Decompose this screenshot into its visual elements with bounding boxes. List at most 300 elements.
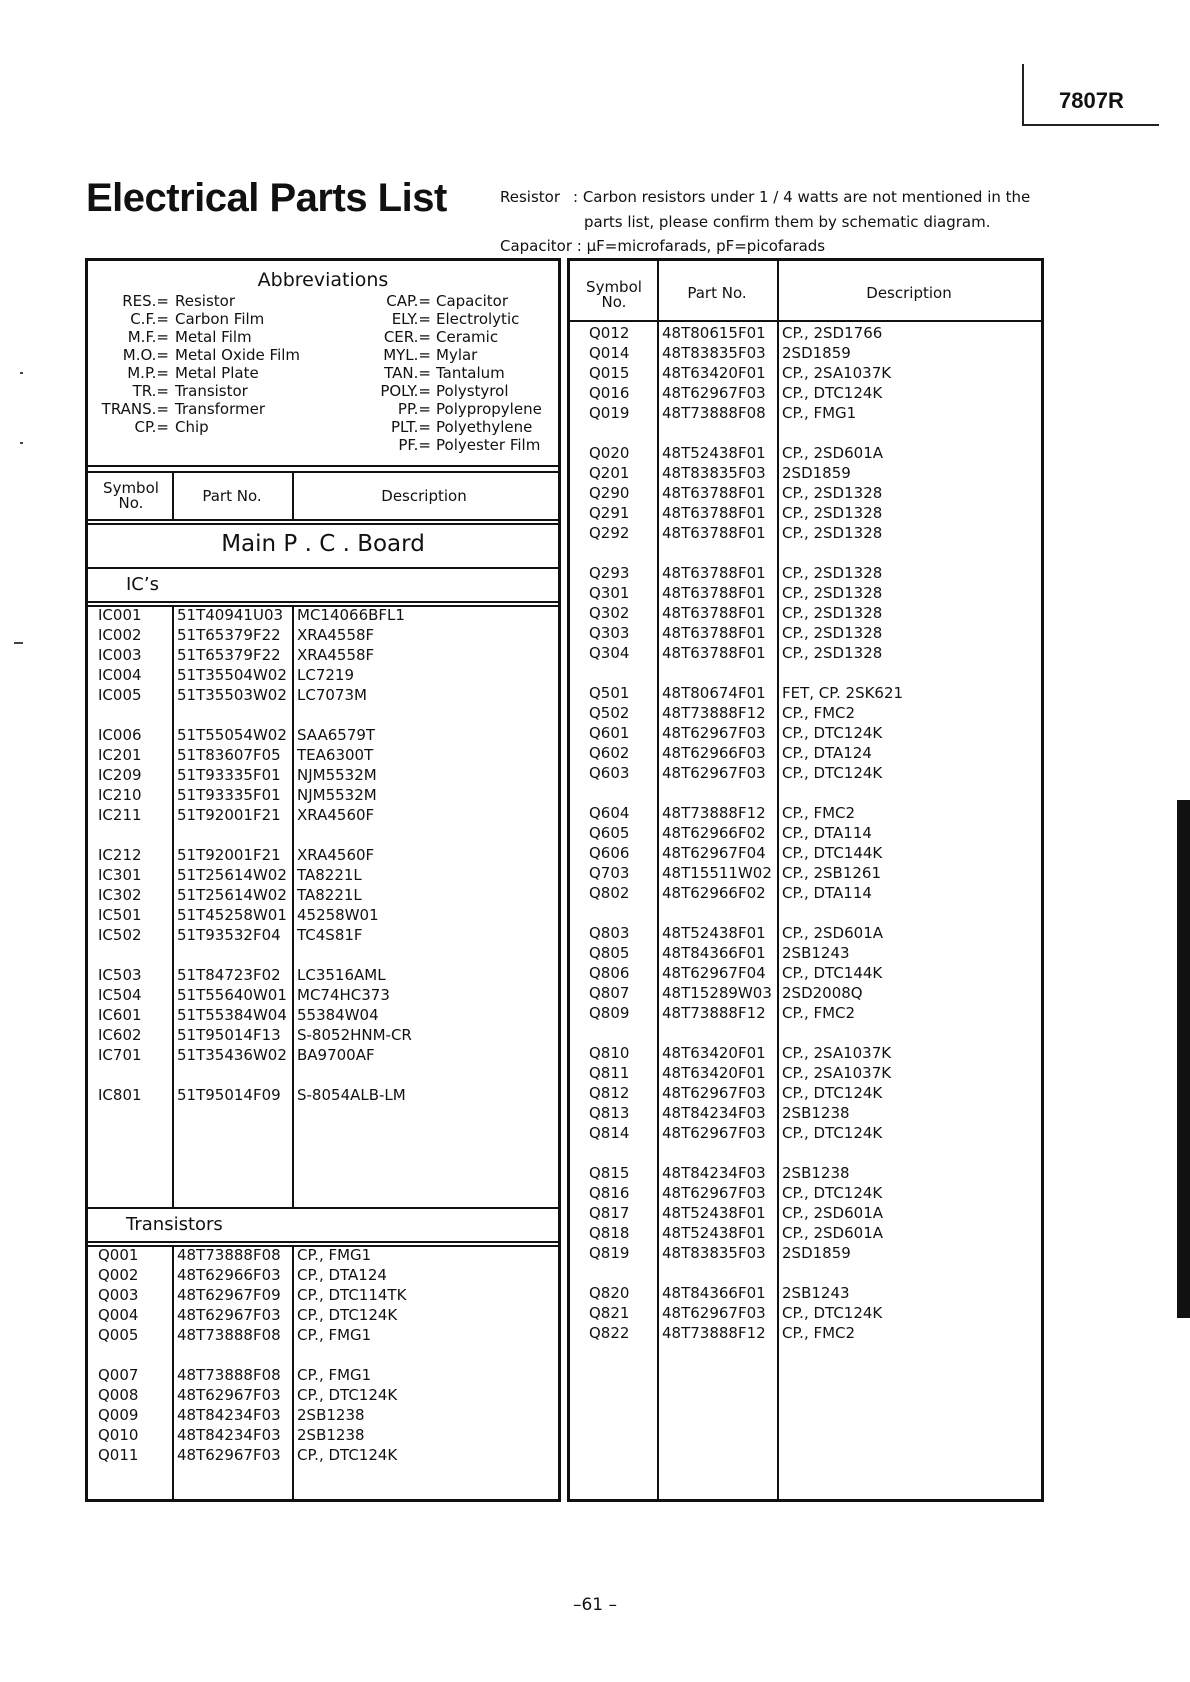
symbol-cell: Q304 bbox=[589, 644, 630, 662]
symbol-cell: Q602 bbox=[589, 744, 630, 762]
description-cell: CP., DTC144K bbox=[782, 964, 883, 982]
part-no-cell: 48T62967F03 bbox=[177, 1306, 281, 1324]
symbol-cell: IC301 bbox=[98, 866, 142, 884]
part-no-cell: 48T62967F09 bbox=[177, 1286, 281, 1304]
part-no-cell: 51T35436W02 bbox=[177, 1046, 287, 1064]
symbol-cell: IC801 bbox=[98, 1086, 142, 1104]
symbol-cell: IC211 bbox=[98, 806, 142, 824]
abbreviation-key: MYL.= bbox=[383, 346, 431, 364]
description-cell: CP., 2SD1328 bbox=[782, 524, 883, 542]
symbol-cell: Q813 bbox=[589, 1104, 630, 1122]
symbol-cell: IC201 bbox=[98, 746, 142, 764]
rule bbox=[292, 1245, 294, 1499]
description-cell: CP., 2SD1766 bbox=[782, 324, 883, 342]
abbreviation-value: Resistor bbox=[175, 292, 235, 310]
description-cell: 2SB1238 bbox=[782, 1104, 850, 1122]
scan-speck bbox=[20, 442, 23, 444]
description-cell: 45258W01 bbox=[297, 906, 379, 924]
part-no-cell: 51T84723F02 bbox=[177, 966, 281, 984]
part-no-cell: 51T40941U03 bbox=[177, 606, 284, 624]
scan-speck bbox=[20, 372, 23, 374]
abbreviation-item bbox=[88, 328, 558, 346]
part-no-cell: 48T63788F01 bbox=[662, 564, 766, 582]
symbol-cell: Q807 bbox=[589, 984, 630, 1002]
description-cell: CP., DTC124K bbox=[297, 1386, 398, 1404]
symbol-cell: Q815 bbox=[589, 1164, 630, 1182]
abbreviation-item bbox=[88, 310, 558, 328]
part-no-cell: 48T62967F03 bbox=[662, 1184, 766, 1202]
description-cell: CP., 2SD1328 bbox=[782, 584, 883, 602]
part-no-cell: 48T52438F01 bbox=[662, 444, 766, 462]
part-no-cell: 48T63788F01 bbox=[662, 584, 766, 602]
description-cell: CP., DTA124 bbox=[297, 1266, 387, 1284]
description-cell: CP., DTC124K bbox=[297, 1446, 398, 1464]
part-no-cell: 48T62967F03 bbox=[177, 1446, 281, 1464]
symbol-cell: Q601 bbox=[589, 724, 630, 742]
part-no-cell: 48T62967F03 bbox=[662, 1084, 766, 1102]
abbreviation-key: M.O.= bbox=[122, 346, 169, 364]
symbol-cell: Q008 bbox=[98, 1386, 139, 1404]
description-cell: 55384W04 bbox=[297, 1006, 379, 1024]
abbreviation-key: TAN.= bbox=[384, 364, 431, 382]
symbol-cell: Q292 bbox=[589, 524, 630, 542]
part-no-cell: 48T63788F01 bbox=[662, 484, 766, 502]
symbol-cell: Q501 bbox=[589, 684, 630, 702]
description-cell: TC4S81F bbox=[297, 926, 363, 944]
part-no-cell: 48T62967F03 bbox=[662, 1124, 766, 1142]
description-cell: 2SD1859 bbox=[782, 464, 851, 482]
part-no-cell: 48T52438F01 bbox=[662, 1224, 766, 1242]
symbol-cell: Q012 bbox=[589, 324, 630, 342]
description-cell: CP., FMC2 bbox=[782, 1324, 856, 1342]
symbol-cell: IC701 bbox=[98, 1046, 142, 1064]
abbreviation-item bbox=[88, 364, 558, 382]
part-no-cell: 48T63420F01 bbox=[662, 1044, 766, 1062]
symbol-cell: Q001 bbox=[98, 1246, 139, 1264]
description-cell: CP., DTC144K bbox=[782, 844, 883, 862]
abbreviation-key: POLY.= bbox=[380, 382, 431, 400]
resistor-note-line2: parts list, please confirm them by schematic diagram. bbox=[584, 213, 991, 231]
rule bbox=[88, 465, 558, 467]
part-no-cell: 48T84234F03 bbox=[177, 1406, 281, 1424]
page-title: Electrical Parts List bbox=[86, 176, 447, 220]
description-cell: CP., 2SD1328 bbox=[782, 644, 883, 662]
description-cell: BA9700AF bbox=[297, 1046, 375, 1064]
description-cell: CP., 2SB1261 bbox=[782, 864, 882, 882]
scan-speck bbox=[14, 642, 23, 644]
symbol-header: Symbol No. bbox=[586, 278, 642, 311]
description-cell: 2SB1243 bbox=[782, 944, 850, 962]
symbol-cell: Q812 bbox=[589, 1084, 630, 1102]
description-cell: 2SB1238 bbox=[782, 1164, 850, 1182]
symbol-cell: Q818 bbox=[589, 1224, 630, 1242]
rule bbox=[570, 320, 1041, 322]
description-cell: TA8221L bbox=[297, 866, 362, 884]
rule bbox=[292, 605, 294, 1207]
symbol-cell: Q805 bbox=[589, 944, 630, 962]
description-cell: CP., 2SA1037K bbox=[782, 364, 892, 382]
abbreviations-title: Abbreviations bbox=[257, 269, 389, 291]
symbol-header: Symbol No. bbox=[103, 479, 159, 512]
part-no-cell: 48T84366F01 bbox=[662, 1284, 766, 1302]
abbreviation-key: M.F.= bbox=[127, 328, 169, 346]
description-cell: MC74HC373 bbox=[297, 986, 390, 1004]
part-no-cell: 48T84234F03 bbox=[177, 1426, 281, 1444]
symbol-cell: Q802 bbox=[589, 884, 630, 902]
part-no-cell: 48T84234F03 bbox=[662, 1164, 766, 1182]
abbreviation-value: Carbon Film bbox=[175, 310, 265, 328]
part-no-cell: 48T63788F01 bbox=[662, 604, 766, 622]
abbreviation-key: ELY.= bbox=[391, 310, 431, 328]
description-header: Description bbox=[381, 487, 467, 505]
symbol-cell: Q819 bbox=[589, 1244, 630, 1262]
symbol-cell: IC602 bbox=[98, 1026, 142, 1044]
part-no-cell: 48T83835F03 bbox=[662, 1244, 766, 1262]
description-cell: CP., 2SD601A bbox=[782, 1224, 883, 1242]
rule bbox=[172, 471, 174, 519]
resistor-note-line1: : Carbon resistors under 1 / 4 watts are not mentioned in the bbox=[573, 188, 1031, 206]
symbol-cell: IC302 bbox=[98, 886, 142, 904]
description-cell: MC14066BFL1 bbox=[297, 606, 405, 624]
abbreviation-key: C.F.= bbox=[130, 310, 169, 328]
abbreviation-value: Metal Oxide Film bbox=[175, 346, 301, 364]
symbol-cell: Q803 bbox=[589, 924, 630, 942]
symbol-cell: IC001 bbox=[98, 606, 142, 624]
resistor-label: Resistor bbox=[500, 188, 560, 206]
board-title: Main P . C . Board bbox=[221, 531, 425, 557]
rule bbox=[88, 523, 558, 525]
part-no-header: Part No. bbox=[687, 284, 747, 302]
abbreviation-value: Transformer bbox=[175, 400, 266, 418]
description-cell: CP., DTC124K bbox=[782, 724, 883, 742]
abbreviation-value: Transistor bbox=[175, 382, 248, 400]
part-no-cell: 48T63788F01 bbox=[662, 644, 766, 662]
symbol-cell: Q603 bbox=[589, 764, 630, 782]
description-cell: 2SB1238 bbox=[297, 1426, 365, 1444]
left-parts-table bbox=[85, 258, 561, 1502]
abbreviation-key: TR.= bbox=[132, 382, 169, 400]
scan-edge-bar bbox=[1177, 800, 1190, 1318]
abbreviation-item bbox=[88, 436, 558, 454]
description-cell: S-8052HNM-CR bbox=[297, 1026, 412, 1044]
description-cell: CP., FMC2 bbox=[782, 704, 856, 722]
symbol-cell: Q019 bbox=[589, 404, 630, 422]
description-cell: CP., DTC124K bbox=[782, 1124, 883, 1142]
symbol-cell: Q821 bbox=[589, 1304, 630, 1322]
description-cell: XRA4560F bbox=[297, 846, 375, 864]
part-no-cell: 48T73888F12 bbox=[662, 704, 766, 722]
abbreviation-key: CER.= bbox=[383, 328, 431, 346]
description-cell: CP., DTC124K bbox=[782, 1304, 883, 1322]
model-rule-vertical bbox=[1022, 64, 1024, 126]
description-cell: TEA6300T bbox=[297, 746, 374, 764]
description-cell: CP., 2SD1328 bbox=[782, 624, 883, 642]
part-no-cell: 48T63420F01 bbox=[662, 364, 766, 382]
description-cell: 2SD1859 bbox=[782, 344, 851, 362]
description-cell: CP., DTC124K bbox=[782, 1084, 883, 1102]
symbol-cell: Q290 bbox=[589, 484, 630, 502]
description-cell: CP., DTA124 bbox=[782, 744, 872, 762]
part-no-cell: 48T73888F08 bbox=[662, 404, 766, 422]
description-cell: CP., 2SD1328 bbox=[782, 484, 883, 502]
part-no-cell: 48T15289W03 bbox=[662, 984, 772, 1002]
symbol-cell: Q016 bbox=[589, 384, 630, 402]
rule bbox=[88, 519, 558, 521]
description-cell: 2SD1859 bbox=[782, 1244, 851, 1262]
description-cell: CP., FMG1 bbox=[297, 1326, 372, 1344]
symbol-cell: Q302 bbox=[589, 604, 630, 622]
abbreviation-value: Capacitor bbox=[436, 292, 509, 310]
rule bbox=[777, 261, 779, 1499]
abbreviation-key: CP.= bbox=[134, 418, 169, 436]
part-no-cell: 48T63788F01 bbox=[662, 504, 766, 522]
symbol-cell: Q810 bbox=[589, 1044, 630, 1062]
part-no-cell: 48T52438F01 bbox=[662, 924, 766, 942]
description-cell: CP., FMG1 bbox=[782, 404, 857, 422]
description-cell: CP., 2SD601A bbox=[782, 1204, 883, 1222]
rule bbox=[88, 601, 558, 603]
part-no-header: Part No. bbox=[202, 487, 262, 505]
description-cell: CP., DTC114TK bbox=[297, 1286, 407, 1304]
description-cell: XRA4558F bbox=[297, 626, 375, 644]
description-cell: CP., DTC124K bbox=[297, 1306, 398, 1324]
part-no-cell: 48T63788F01 bbox=[662, 524, 766, 542]
description-cell: NJM5532M bbox=[297, 786, 377, 804]
abbreviation-value: Mylar bbox=[436, 346, 478, 364]
description-cell: 2SB1238 bbox=[297, 1406, 365, 1424]
part-no-cell: 48T73888F08 bbox=[177, 1326, 281, 1344]
symbol-cell: Q605 bbox=[589, 824, 630, 842]
description-cell: NJM5532M bbox=[297, 766, 377, 784]
rule bbox=[88, 1241, 558, 1243]
symbol-cell: IC209 bbox=[98, 766, 142, 784]
abbreviation-value: Metal Plate bbox=[175, 364, 259, 382]
abbreviation-key: PP.= bbox=[397, 400, 431, 418]
part-no-cell: 48T84366F01 bbox=[662, 944, 766, 962]
page-number: –61 – bbox=[572, 1595, 618, 1615]
part-no-cell: 48T62967F03 bbox=[662, 764, 766, 782]
part-no-cell: 51T92001F21 bbox=[177, 846, 281, 864]
part-no-cell: 51T25614W02 bbox=[177, 866, 287, 884]
part-no-cell: 48T63788F01 bbox=[662, 624, 766, 642]
rule bbox=[292, 471, 294, 519]
part-no-cell: 48T52438F01 bbox=[662, 1204, 766, 1222]
description-cell: CP., 2SD1328 bbox=[782, 604, 883, 622]
part-no-cell: 51T65379F22 bbox=[177, 646, 281, 664]
abbreviation-key: TRANS.= bbox=[101, 400, 169, 418]
part-no-cell: 51T65379F22 bbox=[177, 626, 281, 644]
abbreviation-value: Metal Film bbox=[175, 328, 252, 346]
abbreviation-key: PF.= bbox=[398, 436, 431, 454]
part-no-cell: 48T62966F03 bbox=[662, 744, 766, 762]
part-no-cell: 51T83607F05 bbox=[177, 746, 281, 764]
part-no-cell: 48T62966F02 bbox=[662, 824, 766, 842]
symbol-cell: IC002 bbox=[98, 626, 142, 644]
abbreviation-item bbox=[88, 346, 558, 364]
transistors-section-title: Transistors bbox=[126, 1214, 223, 1235]
description-cell: CP., DTA114 bbox=[782, 884, 872, 902]
abbreviation-value: Polypropylene bbox=[436, 400, 542, 418]
part-no-cell: 51T93532F04 bbox=[177, 926, 281, 944]
symbol-cell: Q817 bbox=[589, 1204, 630, 1222]
abbreviation-value: Chip bbox=[175, 418, 209, 436]
part-no-cell: 48T62966F03 bbox=[177, 1266, 281, 1284]
part-no-cell: 48T84234F03 bbox=[662, 1104, 766, 1122]
symbol-cell: Q005 bbox=[98, 1326, 139, 1344]
symbol-cell: Q009 bbox=[98, 1406, 139, 1424]
description-cell: CP., 2SD601A bbox=[782, 924, 883, 942]
symbol-cell: Q201 bbox=[589, 464, 630, 482]
part-no-cell: 48T80615F01 bbox=[662, 324, 766, 342]
part-no-cell: 51T55384W04 bbox=[177, 1006, 287, 1024]
symbol-cell: IC004 bbox=[98, 666, 142, 684]
symbol-cell: Q606 bbox=[589, 844, 630, 862]
symbol-cell: Q002 bbox=[98, 1266, 139, 1284]
symbol-cell: Q007 bbox=[98, 1366, 139, 1384]
description-cell: LC7073M bbox=[297, 686, 367, 704]
description-cell: CP., 2SA1037K bbox=[782, 1044, 892, 1062]
description-cell: LC7219 bbox=[297, 666, 355, 684]
part-no-cell: 48T62967F04 bbox=[662, 964, 766, 982]
rule bbox=[657, 261, 659, 1499]
part-no-cell: 51T45258W01 bbox=[177, 906, 287, 924]
description-cell: XRA4558F bbox=[297, 646, 375, 664]
part-no-cell: 48T63420F01 bbox=[662, 1064, 766, 1082]
symbol-cell: Q010 bbox=[98, 1426, 139, 1444]
symbol-cell: IC005 bbox=[98, 686, 142, 704]
part-no-cell: 48T80674F01 bbox=[662, 684, 766, 702]
part-no-cell: 48T15511W02 bbox=[662, 864, 772, 882]
rule bbox=[172, 1245, 174, 1499]
symbol-cell: IC504 bbox=[98, 986, 142, 1004]
symbol-cell: Q014 bbox=[589, 344, 630, 362]
part-no-cell: 48T62967F03 bbox=[662, 724, 766, 742]
rule bbox=[88, 567, 558, 569]
abbreviation-key: M.P.= bbox=[127, 364, 169, 382]
description-cell: SAA6579T bbox=[297, 726, 376, 744]
abbreviation-value: Polyethylene bbox=[436, 418, 533, 436]
symbol-cell: Q291 bbox=[589, 504, 630, 522]
description-cell: CP., FMC2 bbox=[782, 804, 856, 822]
description-cell: CP., DTC124K bbox=[782, 764, 883, 782]
right-parts-table bbox=[567, 258, 1044, 1502]
part-no-cell: 48T62966F02 bbox=[662, 884, 766, 902]
model-rule-horizontal bbox=[1022, 124, 1159, 126]
abbreviation-item bbox=[88, 418, 558, 436]
description-cell: 2SD2008Q bbox=[782, 984, 863, 1002]
symbol-cell: IC212 bbox=[98, 846, 142, 864]
abbreviation-value: Electrolytic bbox=[436, 310, 520, 328]
abbreviation-item bbox=[88, 382, 558, 400]
abbreviation-value: Ceramic bbox=[436, 328, 499, 346]
abbreviation-value: Polyester Film bbox=[436, 436, 541, 454]
part-no-cell: 48T83835F03 bbox=[662, 344, 766, 362]
symbol-cell: Q816 bbox=[589, 1184, 630, 1202]
part-no-cell: 48T62967F03 bbox=[177, 1386, 281, 1404]
part-no-cell: 51T55640W01 bbox=[177, 986, 287, 1004]
abbreviation-value: Tantalum bbox=[436, 364, 505, 382]
model-number: 7807R bbox=[1059, 88, 1124, 113]
part-no-cell: 48T73888F08 bbox=[177, 1366, 281, 1384]
rule bbox=[172, 605, 174, 1207]
symbol-cell: IC003 bbox=[98, 646, 142, 664]
capacitor-note: Capacitor : μF=microfarads, pF=picofarads bbox=[500, 237, 826, 255]
part-no-cell: 48T83835F03 bbox=[662, 464, 766, 482]
description-cell: FET, CP. 2SK621 bbox=[782, 684, 904, 702]
description-header: Description bbox=[866, 284, 952, 302]
symbol-cell: IC502 bbox=[98, 926, 142, 944]
part-no-cell: 51T95014F09 bbox=[177, 1086, 281, 1104]
description-cell: CP., FMG1 bbox=[297, 1246, 372, 1264]
description-cell: TA8221L bbox=[297, 886, 362, 904]
abbreviation-item bbox=[88, 400, 558, 418]
description-cell: XRA4560F bbox=[297, 806, 375, 824]
symbol-cell: IC210 bbox=[98, 786, 142, 804]
part-no-cell: 51T35504W02 bbox=[177, 666, 287, 684]
part-no-cell: 51T93335F01 bbox=[177, 786, 281, 804]
description-cell: CP., DTC124K bbox=[782, 384, 883, 402]
symbol-cell: Q822 bbox=[589, 1324, 630, 1342]
description-cell: LC3516AML bbox=[297, 966, 386, 984]
abbreviation-key: CAP.= bbox=[386, 292, 431, 310]
symbol-cell: IC006 bbox=[98, 726, 142, 744]
part-no-cell: 48T73888F12 bbox=[662, 804, 766, 822]
part-no-cell: 51T93335F01 bbox=[177, 766, 281, 784]
description-cell: CP., 2SD601A bbox=[782, 444, 883, 462]
symbol-cell: Q301 bbox=[589, 584, 630, 602]
symbol-cell: IC503 bbox=[98, 966, 142, 984]
part-no-cell: 51T35503W02 bbox=[177, 686, 287, 704]
rule bbox=[88, 1207, 558, 1209]
symbol-cell: Q303 bbox=[589, 624, 630, 642]
abbreviation-item bbox=[88, 292, 558, 310]
description-cell: CP., 2SD1328 bbox=[782, 564, 883, 582]
description-cell: CP., FMG1 bbox=[297, 1366, 372, 1384]
ics-section-title: IC’s bbox=[126, 574, 159, 595]
symbol-cell: Q809 bbox=[589, 1004, 630, 1022]
symbol-cell: IC601 bbox=[98, 1006, 142, 1024]
part-no-cell: 48T62967F04 bbox=[662, 844, 766, 862]
symbol-cell: Q011 bbox=[98, 1446, 139, 1464]
symbol-cell: Q604 bbox=[589, 804, 630, 822]
part-no-cell: 51T55054W02 bbox=[177, 726, 287, 744]
symbol-cell: Q003 bbox=[98, 1286, 139, 1304]
part-no-cell: 51T95014F13 bbox=[177, 1026, 281, 1044]
abbreviation-key: RES.= bbox=[122, 292, 169, 310]
description-cell: CP., DTC124K bbox=[782, 1184, 883, 1202]
part-no-cell: 48T73888F12 bbox=[662, 1324, 766, 1342]
part-no-cell: 48T62967F03 bbox=[662, 384, 766, 402]
description-cell: 2SB1243 bbox=[782, 1284, 850, 1302]
description-cell: CP., 2SA1037K bbox=[782, 1064, 892, 1082]
part-no-cell: 48T73888F12 bbox=[662, 1004, 766, 1022]
symbol-cell: IC501 bbox=[98, 906, 142, 924]
part-no-cell: 51T25614W02 bbox=[177, 886, 287, 904]
description-cell: CP., FMC2 bbox=[782, 1004, 856, 1022]
description-cell: S-8054ALB-LM bbox=[297, 1086, 406, 1104]
symbol-cell: Q020 bbox=[589, 444, 630, 462]
symbol-cell: Q806 bbox=[589, 964, 630, 982]
part-no-cell: 51T92001F21 bbox=[177, 806, 281, 824]
symbol-cell: Q502 bbox=[589, 704, 630, 722]
description-cell: CP., 2SD1328 bbox=[782, 504, 883, 522]
abbreviation-key: PLT.= bbox=[390, 418, 431, 436]
symbol-cell: Q814 bbox=[589, 1124, 630, 1142]
part-no-cell: 48T73888F08 bbox=[177, 1246, 281, 1264]
symbol-cell: Q015 bbox=[589, 364, 630, 382]
rule bbox=[88, 471, 558, 473]
symbol-cell: Q293 bbox=[589, 564, 630, 582]
